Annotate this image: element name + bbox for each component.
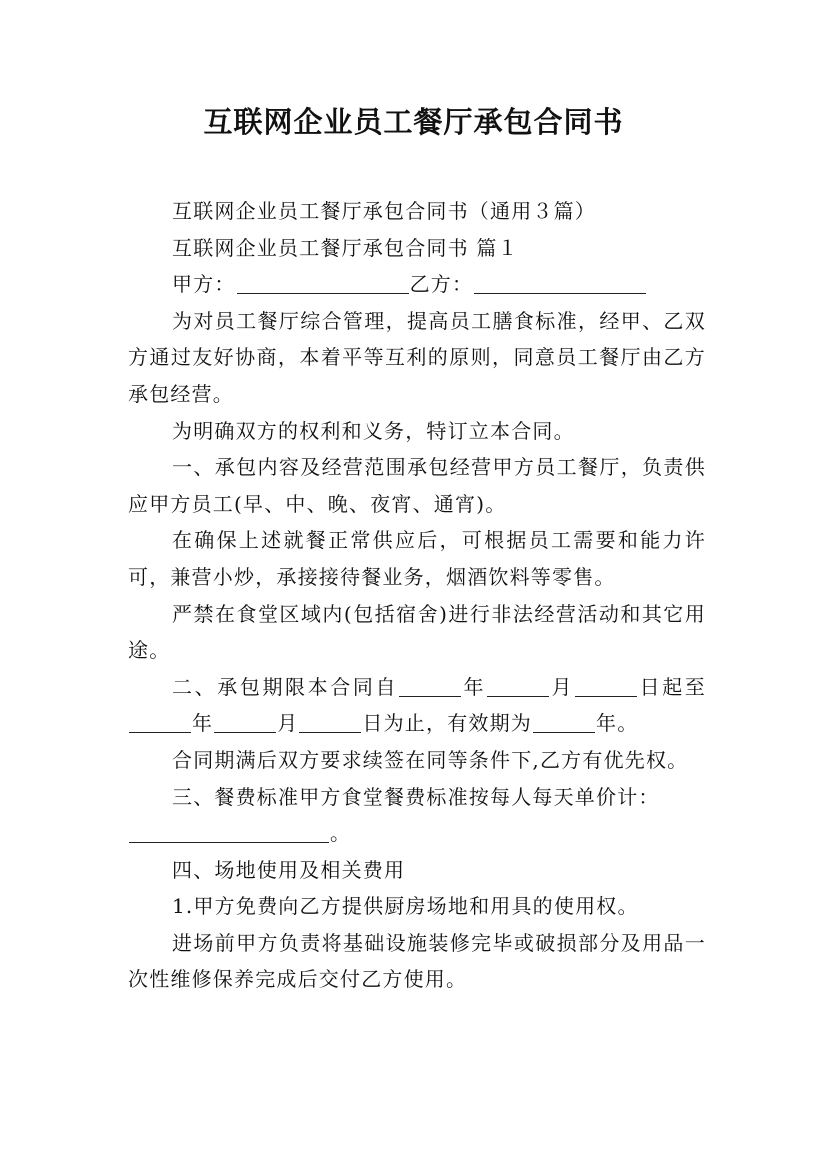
party-b-blank xyxy=(474,271,646,294)
meal-price-blank xyxy=(129,820,329,843)
day-from-label: 日起至 xyxy=(638,674,707,699)
year-label: 年 xyxy=(462,674,487,699)
year-label: 年 xyxy=(192,711,214,736)
party-a-blank xyxy=(237,271,409,294)
start-day-blank xyxy=(575,674,637,697)
subtitle-general: 互联网企业员工餐厅承包合同书（通用３篇） xyxy=(172,199,596,223)
document-body xyxy=(128,193,706,998)
party-b-label: 乙方： xyxy=(409,272,474,297)
paragraph-repair: 进场前甲方负责将基础设施装修完毕或破损部分及用品一次性维修保养完成后交付乙方使用。 xyxy=(128,930,706,992)
paragraph-term xyxy=(128,669,706,742)
start-year-blank xyxy=(399,674,461,697)
paragraph-forbid: 严禁在食堂区域内(包括宿舍)进行非法经营活动和其它用途。 xyxy=(128,601,706,663)
end-month-blank xyxy=(214,710,276,733)
paragraph-extra-business: 在确保上述就餐正常供应后，可根据员工需要和能力许可，兼营小炒，承接接待餐业务，烟酒饮料等零售。 xyxy=(128,528,706,589)
paragraph-intro: 为对员工餐厅综合管理，提高员工膳食标准，经甲、乙双方通过友好协商，本着平等互利的原则，同意员工餐厅由乙方承包经营。 xyxy=(128,308,706,406)
party-a-label: 甲方： xyxy=(172,272,236,297)
start-month-blank xyxy=(487,674,549,697)
month-label: 月 xyxy=(277,711,299,736)
meal-price-line xyxy=(128,815,706,852)
term-prefix: 二、承包期限本合同自 xyxy=(172,674,399,699)
subtitle-part-1: 互联网企业员工餐厅承包合同书 篇１ xyxy=(172,235,519,260)
month-label: 月 xyxy=(550,674,575,699)
end-day-blank xyxy=(299,710,361,733)
day-to-label: 日为止，有效期为 xyxy=(362,711,533,736)
section-4-heading: 四、场地使用及相关费用 xyxy=(172,857,406,882)
end-year-blank xyxy=(129,710,191,733)
item-1: 1.甲方免费向乙方提供厨房场地和用具的使用权。 xyxy=(172,894,639,919)
year-end-label: 年。 xyxy=(596,711,639,736)
paragraph-meal-standard: 三、餐费标准甲方食堂餐费标准按每人每天单价计： xyxy=(172,784,660,809)
paragraph-purpose: 为明确双方的权利和义务，特订立本合同。 xyxy=(172,418,575,443)
parties-line xyxy=(128,266,706,303)
duration-blank xyxy=(533,710,595,733)
paragraph-renew: 合同期满后双方要求续签在同等条件下,乙方有优先权。 xyxy=(172,747,689,772)
paragraph-scope: 一、承包内容及经营范围承包经营甲方员工餐厅，负责供应甲方员工(早、中、晚、夜宵、通宵)。 xyxy=(128,455,706,516)
document-title: 互联网企业员工餐厅承包合同书 xyxy=(203,105,624,139)
period-mark: 。 xyxy=(330,821,352,846)
